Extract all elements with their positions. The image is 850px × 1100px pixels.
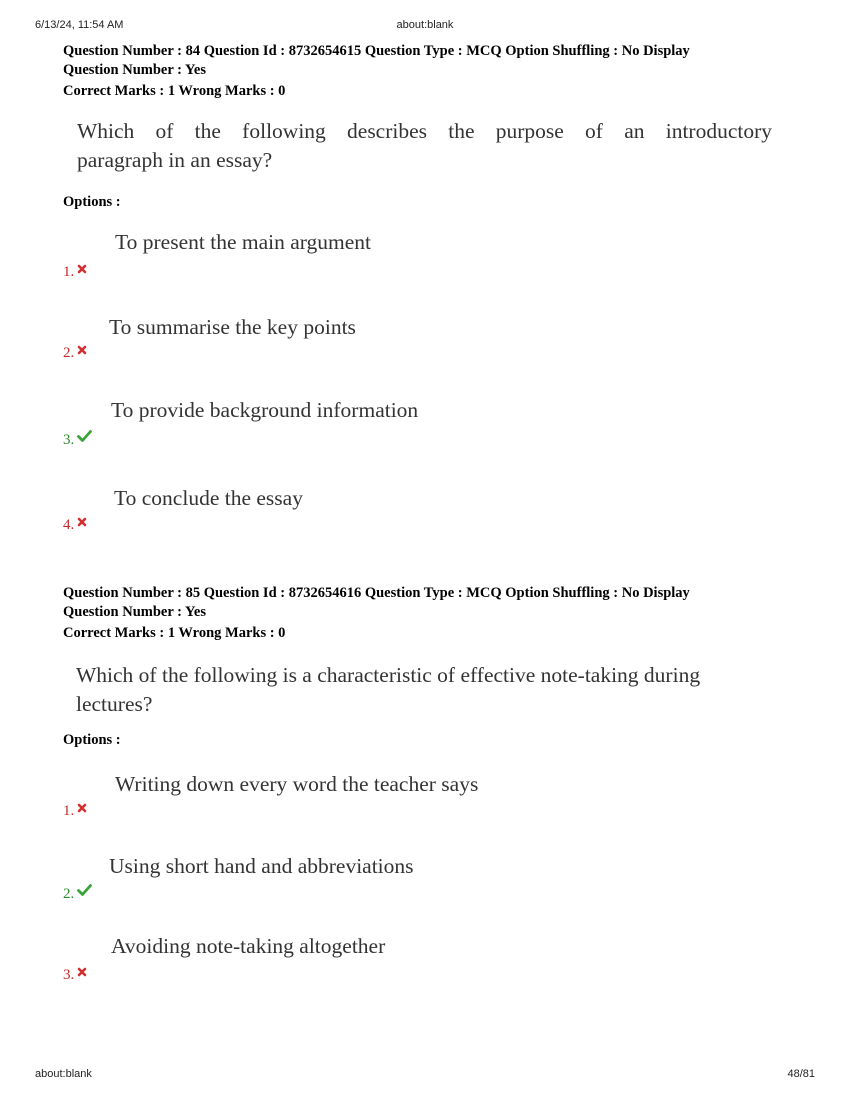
question-meta-continued: Question Number : Yes — [63, 62, 206, 78]
options-label: Options : — [63, 194, 121, 210]
option-text: To provide background information — [111, 398, 419, 422]
option-number — [63, 884, 92, 903]
option-number — [63, 262, 87, 281]
option-text: Avoiding note-taking altogether — [111, 934, 386, 958]
cross-icon — [77, 801, 87, 818]
cross-icon — [77, 343, 87, 360]
option-number-label: 2. — [63, 345, 75, 361]
question-text-line: Which of the following describes the purpose of an introductory — [77, 119, 772, 143]
option-text: To summarise the key points — [109, 315, 356, 339]
page-number: 48/81 — [787, 1068, 815, 1080]
option-text: Using short hand and abbreviations — [109, 854, 414, 878]
option-number-label: 3. — [63, 432, 75, 448]
question-meta-continued: Question Number : Yes — [63, 604, 206, 620]
question-text-line: lectures? — [76, 692, 153, 716]
option-number-label: 2. — [63, 886, 75, 902]
question-marks: Correct Marks : 1 Wrong Marks : 0 — [63, 625, 286, 641]
option-text: Writing down every word the teacher says — [115, 772, 479, 796]
question-text — [76, 661, 771, 719]
print-datetime: 6/13/24, 11:54 AM — [35, 19, 124, 31]
option-number-label: 1. — [63, 264, 75, 280]
cross-icon — [77, 965, 87, 982]
question-block — [63, 42, 803, 542]
option-text: To present the main argument — [115, 230, 372, 254]
print-header — [35, 19, 815, 31]
option-text: To conclude the essay — [114, 486, 303, 510]
question-meta: Question Number : 85 Question Id : 8732654616 Question Type : MCQ Option Shuffling : No Display — [63, 585, 690, 601]
option-number — [63, 965, 87, 984]
cross-icon — [77, 515, 87, 532]
print-footer-url: about:blank — [35, 1068, 92, 1080]
question-text-line: Which of the following is a characteristic of effective note-taking during — [76, 663, 701, 687]
option-number — [63, 343, 87, 362]
option-number-label: 4. — [63, 517, 75, 533]
options-label: Options : — [63, 732, 121, 748]
question-text — [77, 117, 772, 175]
print-footer — [35, 1068, 815, 1080]
print-url: about:blank — [396, 19, 454, 31]
option-number — [63, 430, 92, 449]
option-number-label: 1. — [63, 803, 75, 819]
check-icon — [77, 884, 92, 901]
question-text-line: paragraph in an essay? — [77, 148, 273, 172]
question-meta: Question Number : 84 Question Id : 8732654615 Question Type : MCQ Option Shuffling : No Display — [63, 43, 690, 59]
option-number — [63, 515, 87, 534]
check-icon — [77, 430, 92, 447]
question-block — [63, 584, 803, 994]
option-number-label: 3. — [63, 967, 75, 983]
cross-icon — [77, 262, 87, 279]
question-marks: Correct Marks : 1 Wrong Marks : 0 — [63, 83, 286, 99]
option-number — [63, 801, 87, 820]
